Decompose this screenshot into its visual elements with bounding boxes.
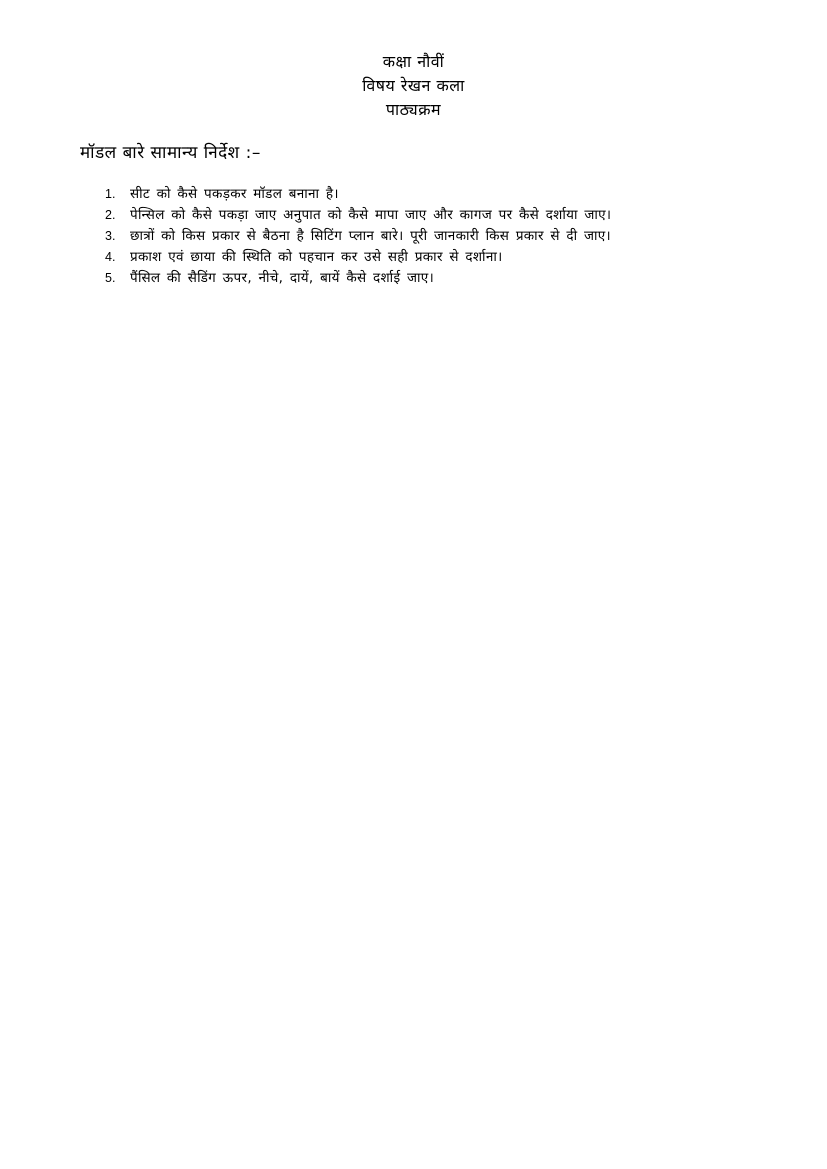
list-item: [102, 268, 726, 288]
item-text: प्रकाश एवं छाया की स्थिति को पहचान कर उसे सही प्रकार से दर्शाना।: [130, 249, 503, 265]
list-item: [102, 226, 726, 246]
list-item: [102, 205, 726, 225]
section-heading: मॉडल बारे सामान्य निर्देश :–: [80, 143, 261, 163]
item-text: पेन्सिल को कैसे पकड़ा जाए अनुपात को कैसे मापा जाए और कागज पर कैसे दर्शाया जाए।: [130, 207, 612, 223]
item-number: 2.: [105, 208, 116, 222]
subject-title: विषय रेखन कला: [362, 76, 465, 95]
item-number: 1.: [105, 187, 116, 201]
list-item: [102, 184, 726, 204]
item-number: 5.: [105, 271, 116, 285]
item-number: 4.: [105, 250, 116, 264]
item-text: पैंसिल की सैडिंग ऊपर, नीचे, दायें, बायें कैसे दर्शाई जाए।: [130, 270, 434, 286]
syllabus-title: पाठ्यक्रम: [385, 100, 442, 119]
list-item: [102, 247, 726, 267]
item-number: 3.: [105, 229, 116, 243]
class-title: कक्षा नौवीं: [382, 52, 445, 71]
document-header: [0, 50, 827, 122]
item-text: छात्रों को किस प्रकार से बैठना है सिटिंग प्लान बारे। पूरी जानकारी किस प्रकार से दी जाए।: [130, 228, 611, 244]
item-text: सीट को कैसे पकड़कर मॉडल बनाना है।: [130, 186, 339, 202]
instruction-list: [102, 184, 726, 289]
